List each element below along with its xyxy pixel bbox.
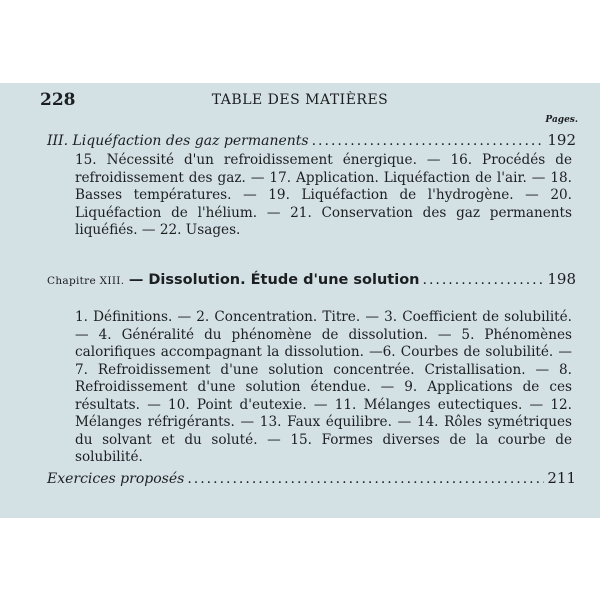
chapter-label: Chapitre XIII. — [47, 275, 125, 287]
toc-entry-title: Exercices proposés — [47, 471, 185, 487]
toc-entry-liquefaction — [47, 131, 576, 149]
page-number: 228 — [40, 90, 76, 110]
toc-entry-page: 198 — [547, 270, 576, 288]
chapter-title: — Dissolution. Étude d'une solution — [128, 272, 420, 288]
dot-leader — [187, 471, 544, 487]
toc-entry-page: 211 — [547, 469, 576, 487]
pages-column-label: Pages. — [545, 115, 578, 125]
toc-entry-title: III. Liquéfaction des gaz permanents — [47, 133, 309, 149]
dot-leader — [312, 133, 545, 149]
toc-entry-page: 192 — [547, 131, 576, 149]
toc-entry-chapter-xiii — [47, 270, 576, 288]
book-page — [0, 83, 600, 518]
dot-leader — [423, 272, 545, 288]
toc-entry-title — [47, 272, 420, 288]
chapter-summary: 1. Définitions. — 2. Concentration. Titre. — 3. Coefficient de solubilité. — 4. Généralité du phénomène de dissolution. — 5. Phénomènes calorifiques accompagnant la dissolution. —6. Courbes de solubilité. — 7. Refroidissement d'une solution concentrée. Cristallisation. — 8. Refroidissement d'une solution étendue. — 9. Applications de ces résultats. — 10. Point d'eutexie. — 11. Mélanges eutectiques. — 12. Mélanges réfrigérants. — 13. Faux équilibre. — 14. Rôles symétriques du solvant et du soluté. — 15. Formes diverses de la courbe de solubilité. — [75, 309, 572, 465]
section-summary: 15. Nécessité d'un refroidissement énergique. — 16. Procédés de refroidissement des gaz. — 17. Application. Liquéfaction de l'air. — 18. Basses températures. — 19. Liquéfaction de l'hydrogène. — 20. Liquéfaction de l'hélium. — 21. Conservation des gaz permanents liquéfiés. — 22. Usages. — [75, 152, 572, 238]
running-title: TABLE DES MATIÈRES — [211, 92, 389, 108]
toc-entry-exercices — [47, 469, 576, 487]
